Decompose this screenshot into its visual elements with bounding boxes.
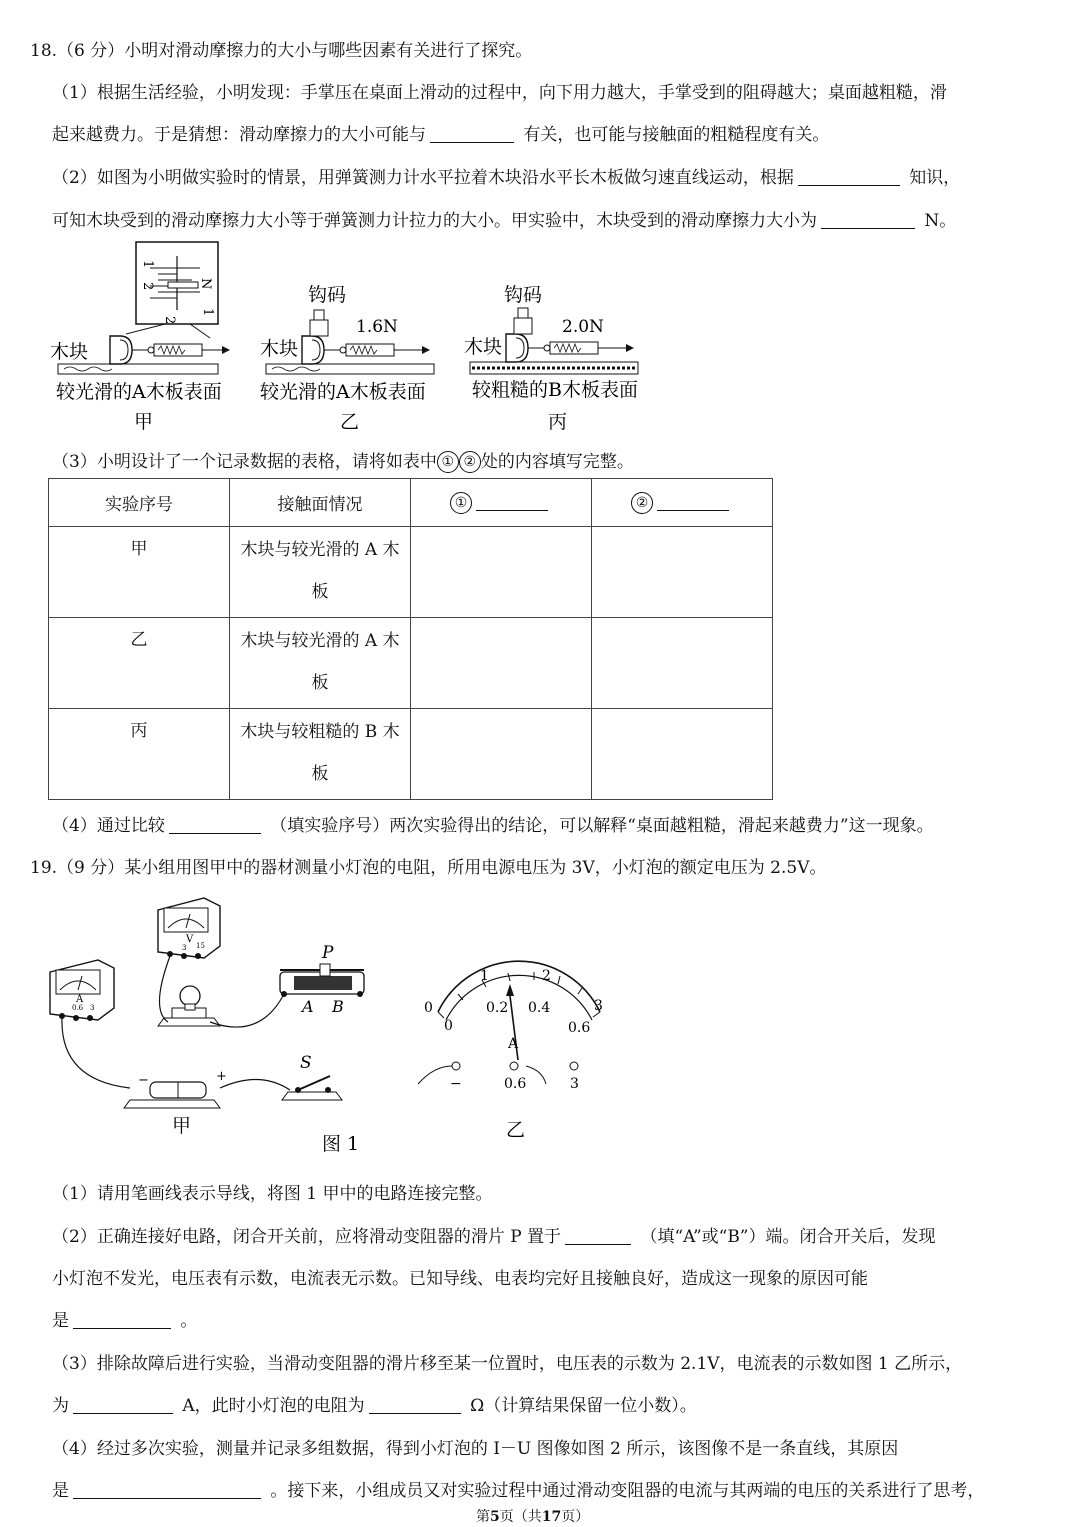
surface-text-line2: 板 [311, 582, 329, 602]
caption-bing: 丙 [548, 411, 568, 433]
voltmeter-device [158, 898, 220, 959]
q19-part2-text-c: 是 [52, 1311, 69, 1331]
q18-part2-text-c: 可知木块受到的滑动摩擦力大小等于弹簧测力计拉力的大小。甲实验中，木块受到的滑动摩擦力大小为 [52, 211, 817, 231]
circuit-caption-jia: 甲 [172, 1115, 192, 1137]
table-row [49, 709, 773, 800]
header-circle-2: ② [631, 492, 653, 514]
q19-part4-text-b: 。接下来，小组成员又对实验过程中通过滑动变阻器的电流与其两端的电压的关系进行了思考， [270, 1481, 985, 1501]
dial-bottom-0: 0 [444, 1018, 453, 1034]
q19-part4-text-a: 是 [52, 1481, 69, 1501]
dial-bottom-06: 0.6 [568, 1020, 591, 1036]
q18-part2-line2 [52, 206, 956, 231]
table-blank-1[interactable] [476, 492, 548, 511]
ammeter-06-label: 0.6 [72, 1004, 84, 1012]
q19-blank-4[interactable] [369, 1395, 461, 1414]
ammeter-device [50, 960, 114, 1021]
page-footer [476, 1506, 589, 1526]
weight-label-bing: 钩码 [504, 284, 543, 306]
gauge-label-1-bottom: 1 [200, 308, 215, 317]
table-cell-empty[interactable] [411, 709, 592, 800]
spring-gauge-zoom [126, 242, 218, 338]
block-label-yi: 木块 [260, 338, 299, 360]
table-header-id: 实验序号 [49, 479, 230, 527]
record-table [48, 478, 773, 800]
table-cell-empty[interactable] [592, 618, 773, 709]
ammeter-a-label: A [76, 994, 84, 1005]
q19-part2-line3 [52, 1306, 197, 1331]
q19-part4-line1: （4）经过多次实验，测量并记录多组数据，得到小灯泡的 I－U 图像如图 2 所示，该图像不是一条直线，其原因 [52, 1439, 899, 1459]
table-header-row [49, 479, 773, 527]
q19-part2-line2: 小灯泡不发光，电压表有示数，电流表无示数。已知导线、电表均完好且接触良好，造成这一现象的原因可能 [52, 1269, 868, 1289]
footer-text-c: 页） [561, 1509, 590, 1525]
circle-1-marker: ① [437, 451, 459, 473]
ammeter-dial [418, 961, 603, 1141]
gauge-label-n: N [198, 278, 213, 290]
surface-label-yi: 较光滑的A木板表面 [260, 381, 426, 403]
q19-part3-text-b: A，此时小灯泡的电阻为 [182, 1396, 365, 1416]
rheostat-a-label: A [302, 997, 314, 1016]
q18-blank-4[interactable] [169, 815, 261, 834]
force-label-bing: 2.0N [562, 317, 604, 337]
setup-yi [260, 284, 434, 433]
dial-caption-yi: 乙 [506, 1119, 526, 1141]
q19-part3-text-a: 为 [52, 1396, 69, 1416]
ammeter-3-label: 3 [90, 1004, 95, 1012]
figure-1-caption: 图 1 [322, 1133, 360, 1155]
q18-part4-text-a: （4）通过比较 [52, 816, 165, 836]
q18-heading: 18.（6 分）小明对滑动摩擦力的大小与哪些因素有关进行了探究。 [30, 41, 533, 61]
dial-top-3: 3 [594, 998, 603, 1014]
table-cell-id: 乙 [49, 618, 230, 709]
table-header-col2[interactable] [592, 479, 773, 527]
q18-part2-text-d: N。 [924, 211, 957, 231]
weight-label-yi: 钩码 [308, 284, 347, 306]
dial-bottom-02: 0.2 [486, 1000, 509, 1016]
voltmeter-3-label: 3 [182, 944, 187, 952]
q19-part3-line1: （3）排除故障后进行实验，当滑动变阻器的滑片移至某一位置时，电压表的示数为 2.1V，电流表的示数如图 1 乙所示， [52, 1354, 963, 1374]
header-circle-1: ① [450, 492, 472, 514]
q18-part4 [52, 811, 934, 836]
rheostat-p-label: P [322, 943, 334, 963]
battery-device [124, 1069, 227, 1108]
q18-part1-text-a: 起来越费力。于是猜想：滑动摩擦力的大小可能与 [52, 125, 426, 145]
gauge-label-2-bottom: 2 [162, 316, 177, 325]
dial-bottom-04: 0.4 [528, 1000, 551, 1016]
setup-jia [50, 336, 230, 433]
q19-part2-text-b: （填“A”或“B”）端。闭合开关后，发现 [640, 1227, 936, 1247]
q18-part1-line1: （1）根据生活经验，小明发现：手掌压在桌面上滑动的过程中，向下用力越大，手掌受到的阻碍越大；桌面越粗糙，滑 [52, 83, 947, 103]
q19-blank-1[interactable] [565, 1226, 631, 1245]
gauge-label-1-top: 1 [140, 260, 155, 269]
table-row [49, 618, 773, 709]
surface-text-line1: 木块与较光滑的 A 木 [240, 540, 400, 560]
block-label-bing: 木块 [464, 336, 503, 358]
q18-part1-line2 [52, 120, 829, 145]
friction-experiment-figure [40, 238, 660, 438]
dial-unit-a: A [508, 1036, 519, 1052]
dial-top-0: 0 [424, 1000, 433, 1016]
q19-part3-text-c: Ω（计算结果保留一位小数）。 [470, 1396, 697, 1416]
footer-total-pages: 17 [541, 1509, 562, 1525]
q19-blank-2[interactable] [73, 1310, 171, 1329]
force-label-yi: 1.6N [356, 317, 398, 337]
q19-part2-text-d: 。 [180, 1311, 198, 1331]
q18-part4-text-b: （填实验序号）两次实验得出的结论，可以解释“桌面越粗糙，滑起来越费力”这一现象。 [270, 816, 934, 836]
surface-text-line2: 板 [311, 673, 329, 693]
table-cell-empty[interactable] [592, 709, 773, 800]
switch-s-label: S [300, 1053, 312, 1073]
q19-part2-text-a: （2）正确连接好电路，闭合开关前，应将滑动变阻器的滑片 P 置于 [52, 1227, 562, 1247]
circle-2-marker: ② [459, 451, 481, 473]
q18-part2-line1 [52, 163, 960, 188]
battery-minus-label: − [138, 1073, 149, 1088]
q19-blank-5[interactable] [73, 1480, 261, 1499]
table-row [49, 527, 773, 618]
table-cell-empty[interactable] [592, 527, 773, 618]
q18-blank-2[interactable] [798, 167, 900, 186]
table-header-col1[interactable] [411, 479, 592, 527]
table-cell-id: 丙 [49, 709, 230, 800]
switch-device [282, 1053, 342, 1100]
table-cell-surface [230, 709, 411, 800]
setup-bing [464, 284, 638, 433]
caption-jia: 甲 [134, 411, 154, 433]
surface-text-line2: 板 [311, 764, 329, 784]
surface-label-bing: 较粗糙的B木板表面 [472, 379, 638, 401]
q19-heading: 19.（9 分）某小组用图甲中的器材测量小灯泡的电阻，所用电源电压为 3V，小灯泡的额定电压为 2.5V。 [30, 858, 827, 878]
footer-text-b: 页（共 [499, 1509, 542, 1525]
table-cell-surface [230, 527, 411, 618]
q18-part2-text-b: 知识， [909, 168, 961, 188]
battery-plus-label: + [216, 1069, 227, 1084]
table-cell-surface [230, 618, 411, 709]
q19-part1: （1）请用笔画线表示导线，将图 1 甲中的电路连接完整。 [52, 1184, 493, 1204]
q18-part3 [52, 447, 634, 473]
table-blank-2[interactable] [657, 492, 729, 511]
terminal-3: 3 [570, 1076, 579, 1092]
terminal-06: 0.6 [504, 1076, 527, 1092]
q19-blank-3[interactable] [73, 1395, 173, 1414]
bulb-device [158, 986, 220, 1026]
q18-part3-text-b: 处的内容填写完整。 [480, 452, 634, 472]
dial-top-1: 1 [480, 968, 489, 984]
terminal-minus: − [450, 1076, 462, 1092]
surface-text-line1: 木块与较光滑的 A 木 [240, 631, 400, 651]
q18-blank-1[interactable] [430, 124, 514, 143]
q19-part4-line2 [52, 1476, 984, 1501]
voltmeter-v-label: V [186, 934, 194, 945]
rheostat-device [280, 943, 364, 1016]
footer-text-a: 第 [476, 1509, 490, 1525]
block-label-jia: 木块 [50, 341, 89, 363]
q18-part2-text-a: （2）如图为小明做实验时的情景，用弹簧测力计水平拉着木块沿水平长木板做匀速直线运动，根据 [52, 168, 794, 188]
circuit-figure [40, 890, 640, 1160]
q19-part3-line2 [52, 1391, 697, 1416]
voltmeter-15-label: 15 [196, 942, 205, 950]
table-cell-empty[interactable] [411, 618, 592, 709]
table-cell-empty[interactable] [411, 527, 592, 618]
surface-label-jia: 较光滑的A木板表面 [56, 381, 222, 403]
caption-yi: 乙 [340, 411, 360, 433]
surface-text-line1: 木块与较粗糙的 B 木 [240, 722, 400, 742]
q18-blank-3[interactable] [821, 210, 915, 229]
gauge-label-2-top: 2 [140, 282, 155, 291]
rheostat-b-label: B [332, 997, 344, 1016]
footer-page-number: 5 [490, 1509, 500, 1525]
q19-part2-line1 [52, 1222, 936, 1247]
q18-part3-text-a: （3）小明设计了一个记录数据的表格，请将如表中 [52, 452, 437, 472]
table-cell-id: 甲 [49, 527, 230, 618]
dial-top-2: 2 [542, 968, 551, 984]
q18-part1-text-b: 有关，也可能与接触面的粗糙程度有关。 [523, 125, 830, 145]
table-header-surface: 接触面情况 [230, 479, 411, 527]
